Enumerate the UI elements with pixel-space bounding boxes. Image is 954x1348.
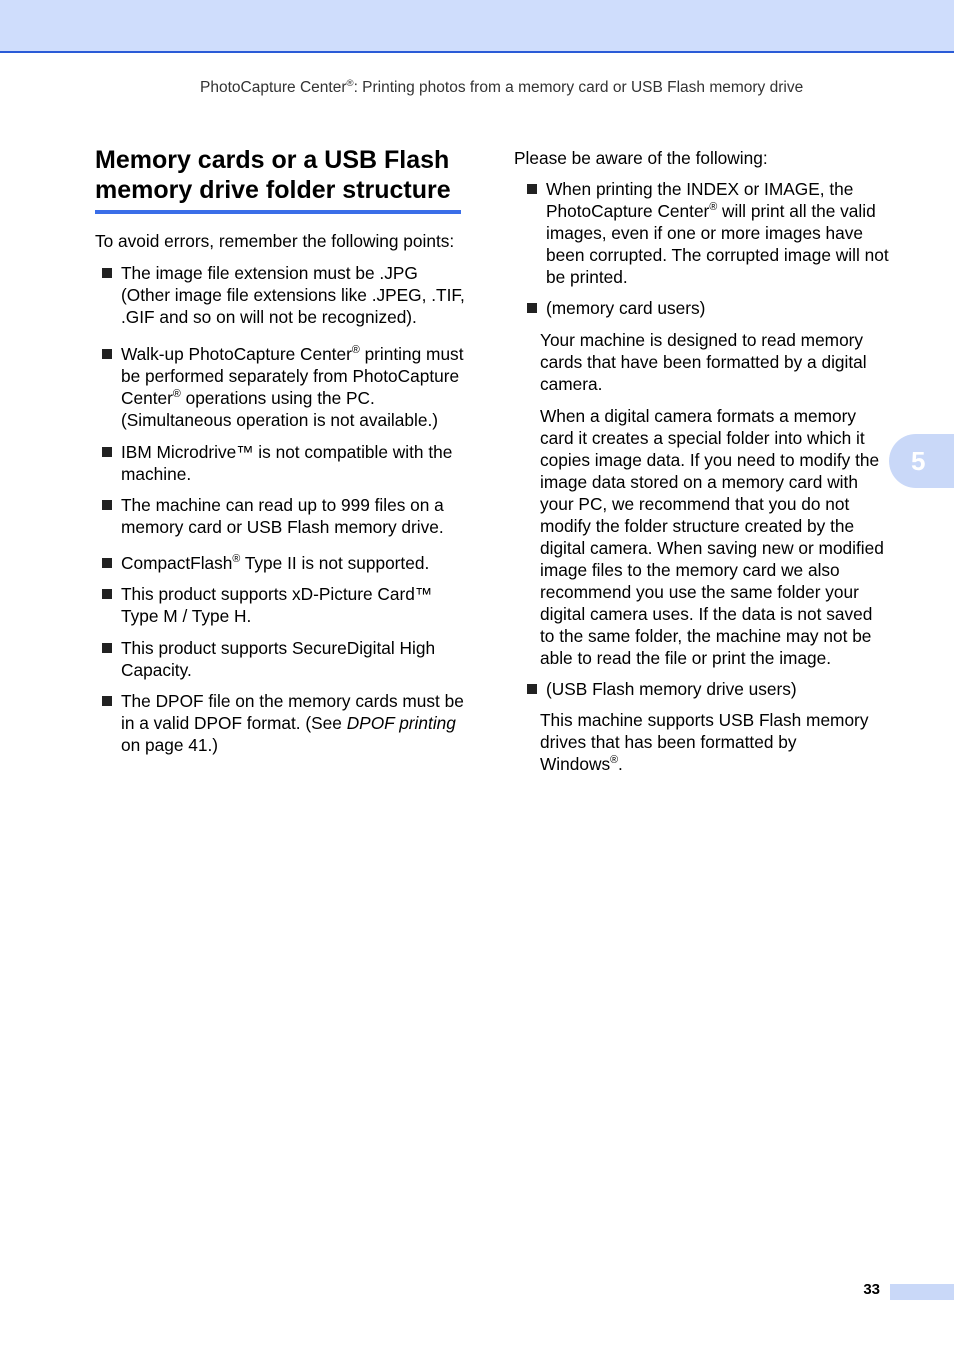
list-item-text: operations using the PC. (Simultaneous operation is not available.) [121,388,439,430]
registered-mark: ® [346,77,354,89]
list-item [520,178,890,288]
list-item [520,678,890,700]
list-item [95,441,465,485]
running-header [200,79,900,97]
list-item-text: printing must be performed separately from PhotoCapture Center [121,344,464,408]
right-lead: Please be aware of the following: [514,148,768,168]
running-header-text: PhotoCapture Center [200,79,347,96]
list-item-text: Type II is not supported. [240,553,430,573]
section-title [95,145,461,214]
right-column [514,147,889,775]
list-item-text: (memory card users) [546,298,706,318]
right-bullet-list-2 [514,678,884,700]
memory-card-paragraph-2: When a digital camera formats a memory card it creates a special folder into which it copies image data. If you need to modify the image data stored on a memory card with your PC, we recommend that you do not modify the folder structure created by the digital camera. When saving new or modified image files to the memory card we also recommend you use the same folder your digital camera uses. If the data is not saved to the same folder, the machine may not be able to read the file or print the image. [540,406,884,668]
section-title-line2: memory drive folder structure [95,176,451,204]
bullet-square-icon [527,684,537,694]
list-item-text: CompactFlash [121,553,233,573]
page-number-bar [890,1284,954,1300]
list-item-text: will print all the valid images, even if one or more images have been corrupted. The corrupted image will not be printed. [546,201,889,287]
memory-card-paragraph-1: Your machine is designed to read memory cards that have been formatted by a digital camera. [540,330,867,394]
list-item [95,583,465,627]
intro-paragraph: To avoid errors, remember the following points: [95,231,455,251]
bullet-square-icon [102,696,112,706]
list-item [95,262,465,328]
chapter-number: 5 [911,445,926,476]
bullet-square-icon [102,447,112,457]
page-number: 33 [863,1281,880,1298]
dpof-printing-link[interactable]: DPOF printing [346,713,456,733]
registered-mark: ® [351,344,360,357]
right-bullet-list [514,178,889,319]
list-item-text: The DPOF file on the memory cards must be in a valid DPOF format. (See [121,691,464,733]
usb-paragraph-text-end: . [618,754,623,774]
bullet-square-icon [102,500,112,510]
bullet-square-icon [527,184,537,194]
bullet-square-icon [102,349,112,359]
running-header-text-rest: : Printing photos from a memory card or USB Flash memory drive [353,79,804,96]
left-bullet-list [95,262,465,756]
usb-paragraph-text: This machine supports USB Flash memory drives that has been formatted by Windows [540,710,869,774]
left-column [95,145,465,756]
list-item-text: The machine can read up to 999 files on a memory card or USB Flash memory drive. [121,495,444,537]
top-color-band [0,0,954,53]
registered-mark: ® [172,388,181,401]
usb-paragraph [514,709,884,775]
chapter-tab [889,434,954,488]
list-item-text: IBM Microdrive™ is not compatible with the machine. [121,442,453,484]
list-item [95,494,465,538]
list-item-text: (USB Flash memory drive users) [546,679,797,699]
list-item [95,552,465,574]
list-item [95,637,465,681]
list-item [95,343,465,431]
list-item-text: This product supports SecureDigital High Capacity. [121,638,436,680]
registered-mark: ® [610,754,619,767]
bullet-square-icon [102,589,112,599]
list-item-text: on page 41.) [121,735,219,755]
bullet-square-icon [102,558,112,568]
registered-mark: ® [709,201,718,214]
registered-mark: ® [232,553,241,566]
bullet-square-icon [102,268,112,278]
list-item-text: The image file extension must be .JPG (Other image file extensions like .JPEG, .TIF, .GIF and so on will not be recognized). [121,263,465,327]
bullet-square-icon [102,643,112,653]
section-title-line1: Memory cards or a USB Flash [95,146,450,174]
list-item [520,297,890,319]
list-item-text: When printing the INDEX or IMAGE, the PhotoCapture Center [546,179,854,221]
bullet-square-icon [527,303,537,313]
list-item [95,690,465,756]
list-item-text: Walk-up PhotoCapture Center [121,344,352,364]
list-item-text: This product supports xD-Picture Card™ Type M / Type H. [121,584,433,626]
